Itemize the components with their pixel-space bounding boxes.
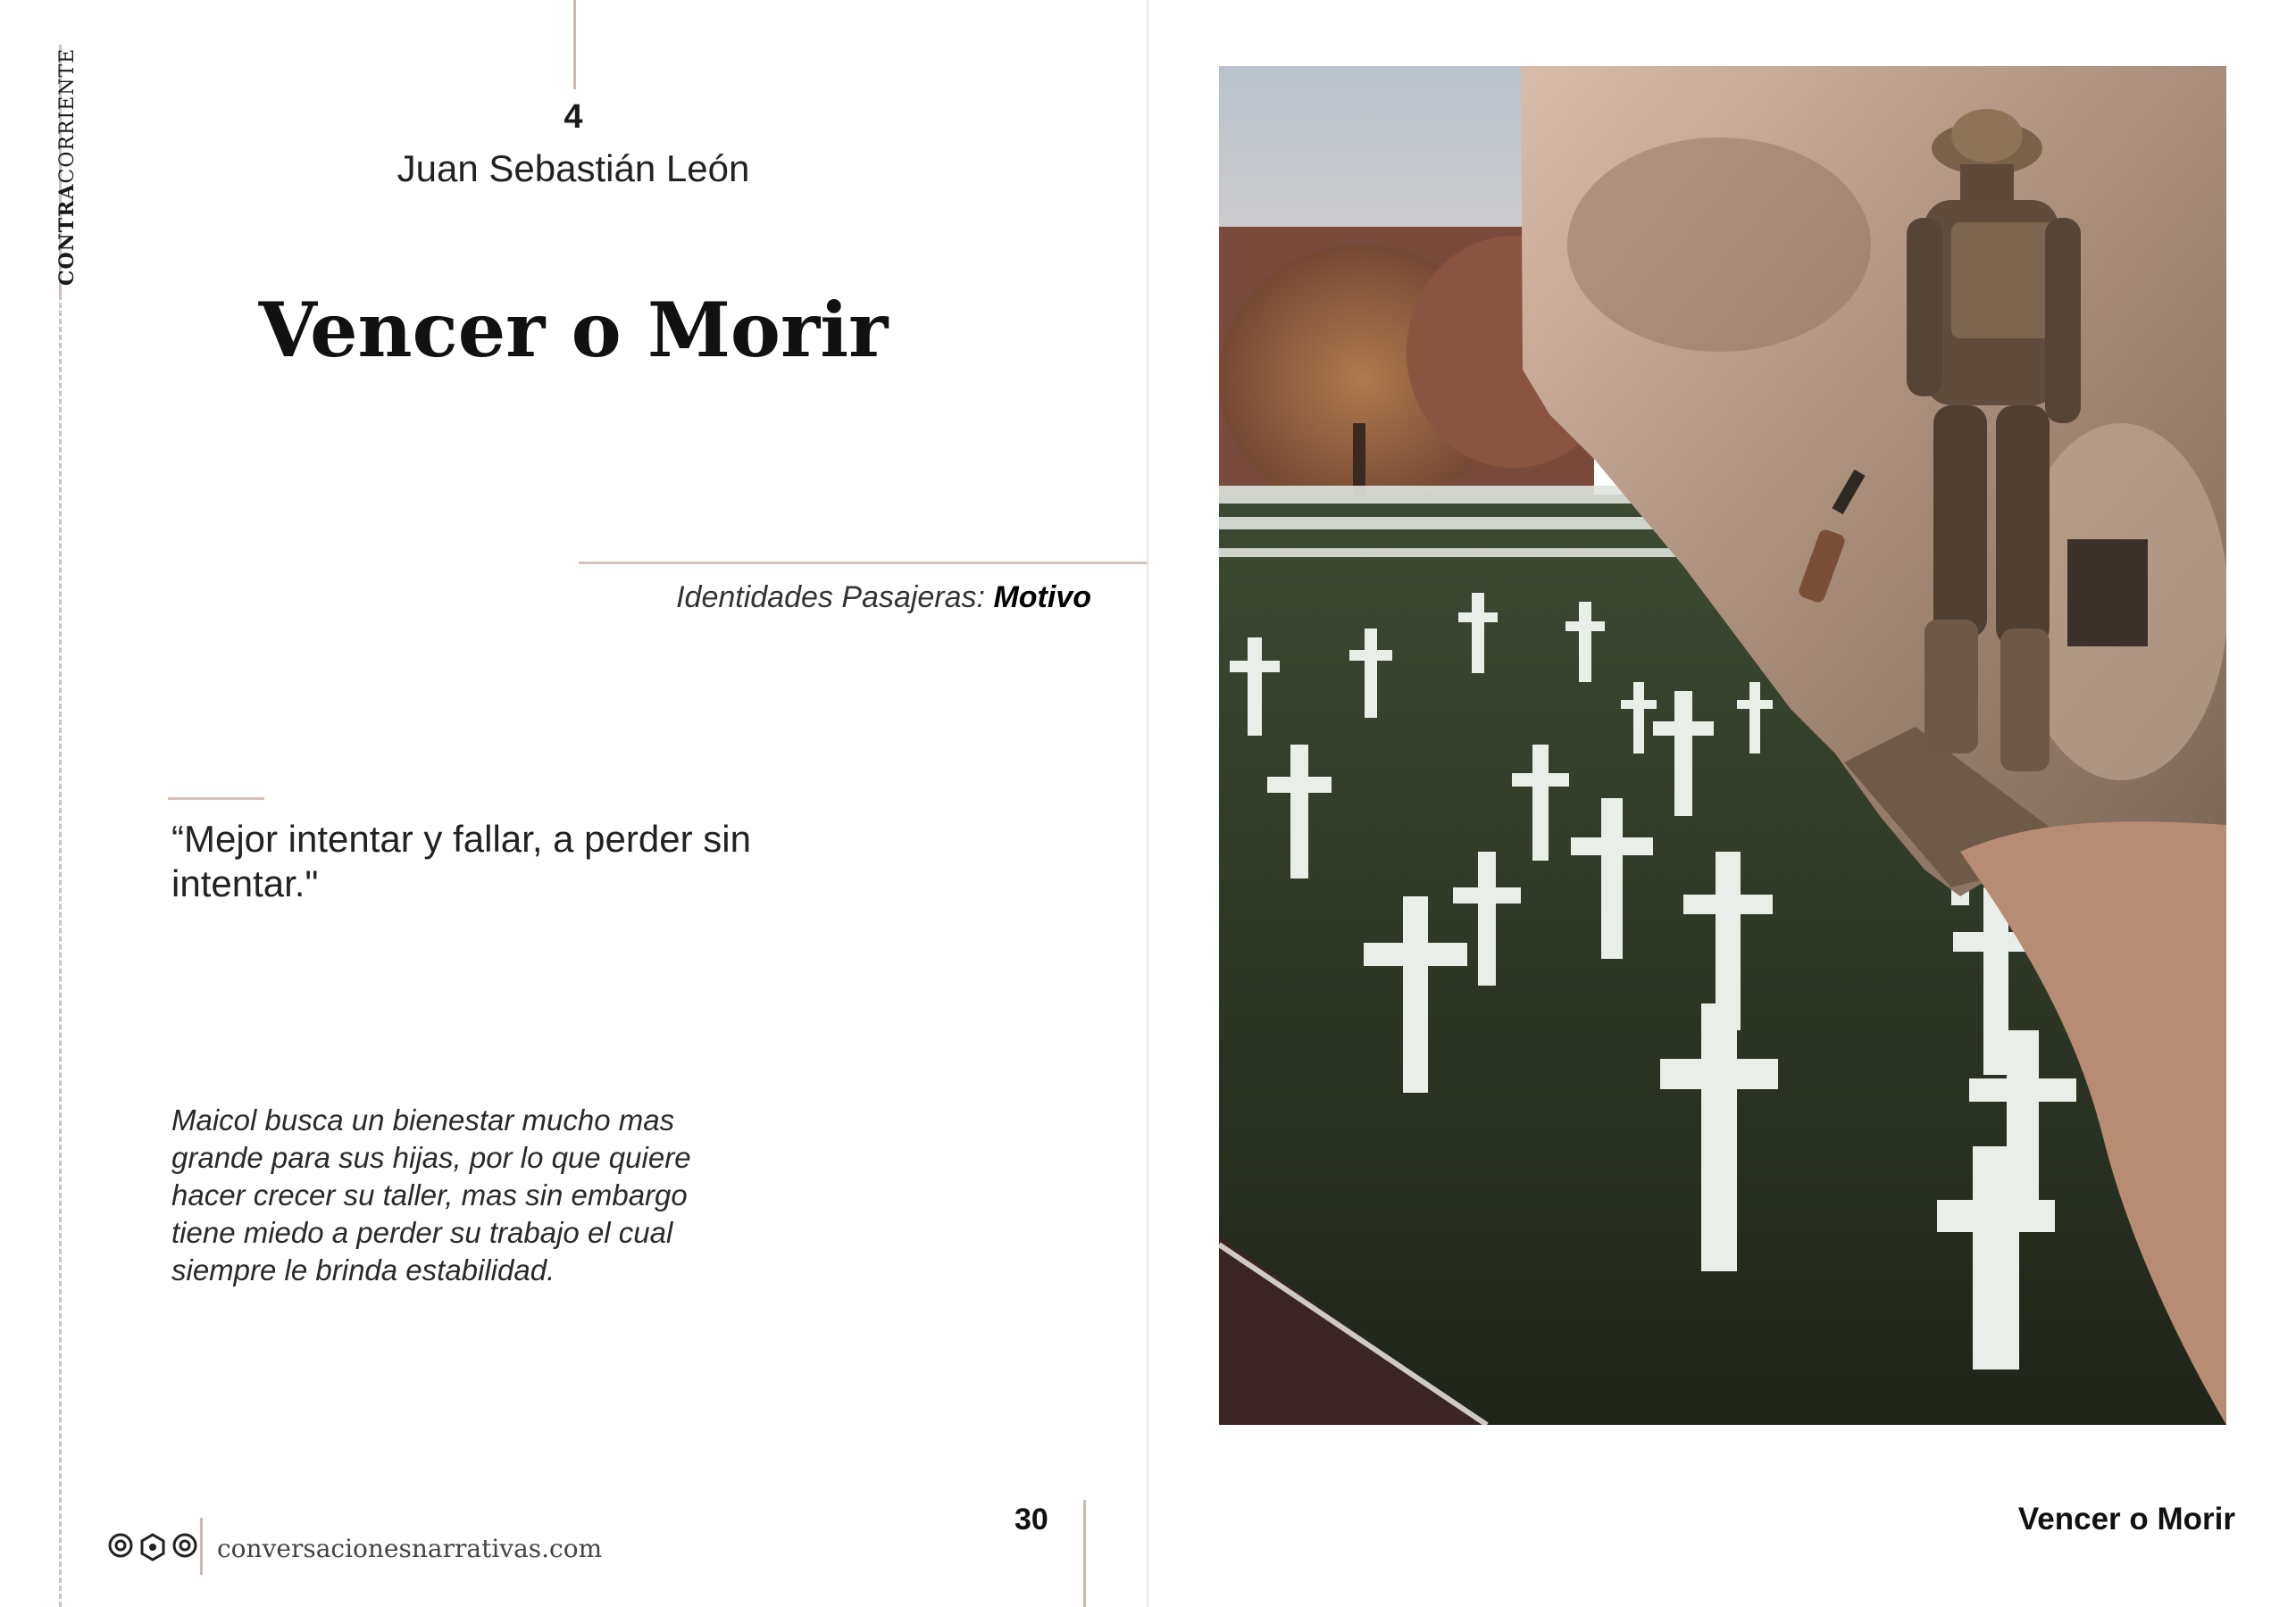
- running-title: Vencer o Morir: [2017, 1502, 2235, 1536]
- story-title: Vencer o Morir: [258, 286, 889, 374]
- collection-theme: Motivo: [993, 580, 1091, 614]
- chapter-number: 4: [564, 98, 583, 136]
- footer-website: conversacionesnarrativas.com: [217, 1534, 603, 1563]
- blur-shape: [1567, 137, 1871, 352]
- collection-label: Identidades Pasajeras:: [676, 580, 985, 614]
- footer-separator: [200, 1518, 203, 1575]
- collection-line: [676, 580, 1091, 615]
- epigraph-quote: “Mejor intentar y fallar, a perder sin intentar.": [171, 818, 751, 904]
- hexagon-icon: [138, 1532, 168, 1562]
- brand-regular: CORRIENTE: [56, 47, 79, 184]
- footer-license-icons: [107, 1532, 198, 1562]
- cover-artwork: [1219, 66, 2226, 1425]
- author-name: Juan Sebastián León: [397, 147, 750, 189]
- section-divider: [579, 562, 1147, 564]
- left-page: [0, 0, 1147, 1607]
- circle-c-icon: [107, 1532, 134, 1559]
- synopsis-text: Maicol busca un bienestar mucho mas grande para sus hijas, por lo que quiere hacer crecer su taller, mas sin embargo tiene miedo a perder su trabajo el cual siempre le brinda estabilidad.: [171, 1103, 691, 1286]
- circle-icon: [171, 1532, 198, 1559]
- page-number: 30: [1014, 1503, 1048, 1536]
- margin-rule-dashed: [59, 295, 62, 1607]
- bottom-divider: [1083, 1500, 1086, 1607]
- brand-bold: CONTRA: [55, 183, 79, 286]
- top-divider: [573, 0, 576, 89]
- quote-divider: [168, 797, 264, 800]
